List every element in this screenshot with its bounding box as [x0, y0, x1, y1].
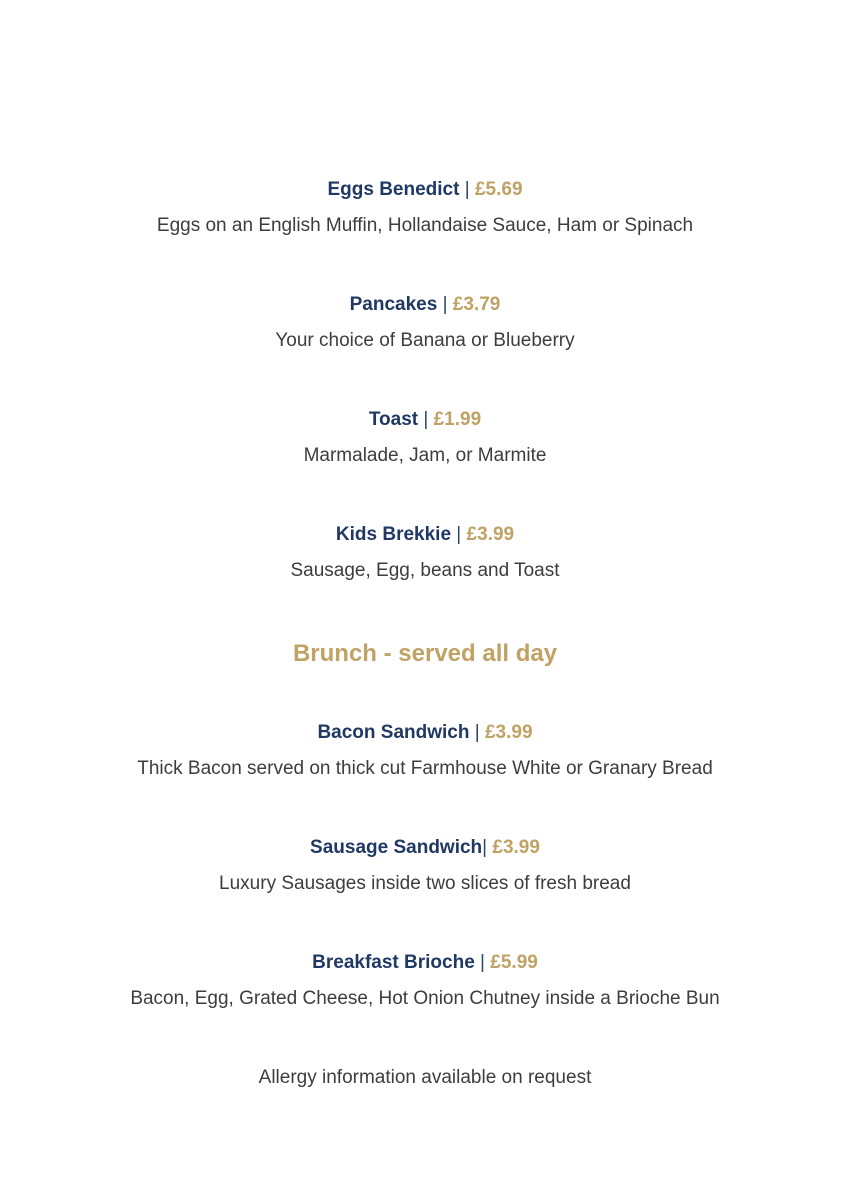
item-title — [0, 720, 850, 746]
item-separator: | — [474, 952, 491, 973]
item-description: Eggs on an English Muffin, Hollandaise Sauce, Ham or Spinach — [156, 215, 694, 236]
item-separator: | — [437, 294, 453, 315]
item-title — [0, 292, 850, 318]
menu-item-toast — [0, 407, 850, 469]
item-separator: | — [469, 722, 485, 743]
menu-item-eggs-benedict — [0, 177, 850, 239]
item-description: Sausage, Egg, beans and Toast — [290, 560, 560, 581]
item-separator: | — [418, 409, 434, 430]
item-description: Bacon, Egg, Grated Cheese, Hot Onion Chutney inside a Brioche Bun — [130, 988, 720, 1009]
menu-item-sausage-sandwich — [0, 835, 850, 897]
item-title — [0, 950, 850, 976]
item-description: Your choice of Banana or Blueberry — [275, 330, 575, 351]
item-name: Kids Brekkie — [335, 524, 452, 545]
item-title — [0, 177, 850, 203]
item-price: £3.99 — [492, 837, 540, 858]
menu-item-pancakes — [0, 292, 850, 354]
item-name: Sausage Sandwich — [310, 837, 483, 858]
item-price: £3.79 — [452, 294, 501, 315]
item-title — [0, 522, 850, 548]
item-price: £5.99 — [490, 952, 538, 973]
item-name: Bacon Sandwich — [317, 722, 470, 743]
item-description: Marmalade, Jam, or Marmite — [303, 445, 547, 466]
item-description: Luxury Sausages inside two slices of fresh bread — [219, 873, 631, 894]
item-price: £1.99 — [433, 409, 482, 430]
item-price: £3.99 — [484, 722, 533, 743]
item-name: Toast — [368, 409, 419, 430]
item-name: Eggs Benedict — [327, 179, 460, 200]
item-name: Breakfast Brioche — [312, 952, 475, 973]
item-description: Thick Bacon served on thick cut Farmhouse White or Granary Bread — [137, 758, 713, 779]
allergy-note: Allergy information available on request — [258, 1067, 592, 1088]
item-title — [0, 407, 850, 433]
menu-item-bacon-sandwich — [0, 720, 850, 782]
section-heading-brunch: Brunch - served all day — [292, 640, 558, 667]
item-separator: | — [482, 837, 493, 858]
menu-item-breakfast-brioche — [0, 950, 850, 1012]
item-price: £5.69 — [474, 179, 523, 200]
menu-item-kids-brekkie — [0, 522, 850, 584]
item-title — [0, 835, 850, 861]
item-price: £3.99 — [466, 524, 515, 545]
item-name: Pancakes — [349, 294, 438, 315]
item-separator: | — [451, 524, 467, 545]
item-separator: | — [459, 179, 475, 200]
